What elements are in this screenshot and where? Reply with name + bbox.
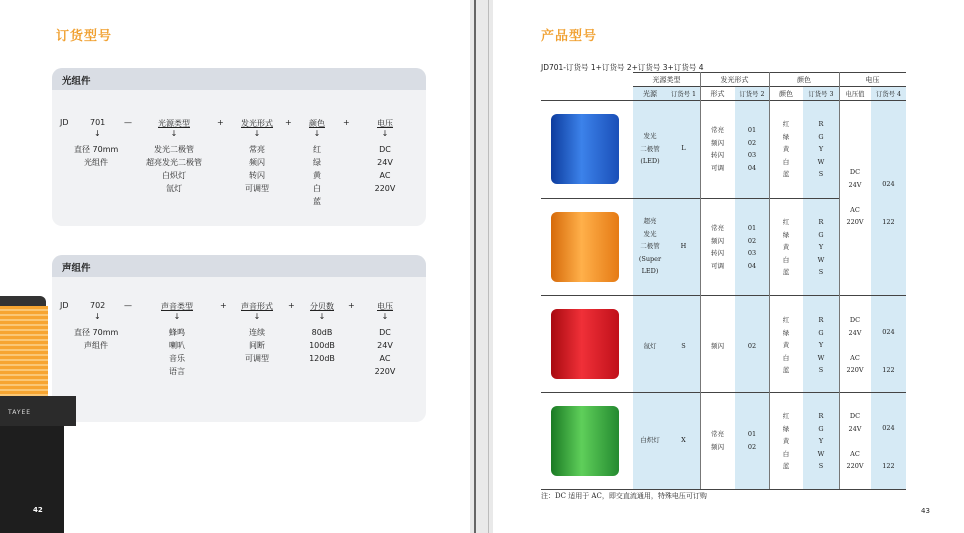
sound-type-list (147, 326, 207, 378)
tower-cap (0, 296, 46, 306)
list-item: 语言 (169, 367, 185, 376)
group-header: 光源类型 (652, 76, 681, 84)
code2-cell: 01 02 03 04 (747, 224, 757, 270)
desc-line: 光组件 (84, 158, 108, 167)
arrow: ↓ (381, 312, 389, 321)
color-cell: 红 绿 黄 白 蓝 (782, 120, 790, 178)
list-item: 可调型 (245, 354, 269, 363)
plus: + (343, 118, 350, 127)
column-head: 颜色 (309, 119, 325, 128)
source-cell: 发光 二极管 (LED) (640, 132, 660, 165)
part-number-formula: JD701-订货号 1+订货号 2+订货号 3+订货号 4 (541, 63, 704, 72)
column-head: 电压 (377, 302, 393, 311)
color-cell: 红 绿 黄 白 蓝 (782, 316, 790, 374)
page-number: 43 (921, 507, 930, 515)
list-item: 120dB (309, 354, 335, 363)
section-title-order: 订货型号 (56, 29, 113, 44)
tower-light-orange (0, 306, 48, 396)
arrow: ↓ (318, 312, 326, 321)
sub-header: 订货号 2 (739, 91, 765, 98)
lamp-image-blue (551, 114, 619, 184)
list-item: 转闪 (249, 171, 265, 180)
list-item: 间断 (249, 341, 265, 350)
list-item: 100dB (309, 341, 335, 350)
code1-cell: S (681, 342, 686, 350)
arrow: ↓ (253, 129, 261, 138)
code4-cell: 024 122 (882, 180, 895, 226)
arrow: ↓ (170, 129, 178, 138)
light-module-spec (52, 68, 426, 226)
source-cell: 氙灯 (643, 342, 657, 350)
sub-header: 订货号 4 (876, 91, 901, 98)
list-item: AC (379, 171, 391, 180)
list-item: 红 (313, 145, 321, 154)
list-item: 音乐 (169, 354, 185, 363)
code3-cell: R G Y W S (817, 412, 825, 470)
code: 701 (90, 118, 106, 127)
list-item: 绿 (313, 158, 321, 167)
list-item: 白 (313, 184, 321, 193)
card-header: 声组件 (52, 255, 426, 277)
form-cell: 常亮 频闪 (711, 430, 724, 451)
signal-tower-image (0, 296, 76, 533)
list-item: 蓝 (313, 197, 321, 206)
dash: — (124, 118, 132, 127)
list-item: 可调型 (245, 184, 269, 193)
table-rule (541, 489, 906, 490)
column-head: 发光形式 (241, 119, 273, 128)
list-item: 黄 (313, 171, 321, 180)
arrow: ↓ (94, 129, 101, 138)
desc-line: 直径 70mm (74, 145, 119, 154)
plus: + (220, 301, 227, 310)
code2-cell: 01 02 03 04 (747, 126, 757, 172)
prefix: JD (60, 118, 69, 127)
lamp-image-green (551, 406, 619, 476)
sub-header: 形式 (710, 90, 725, 98)
group-header: 颜色 (797, 76, 811, 84)
code2-cell: 02 (747, 342, 757, 350)
sound-form-list (232, 326, 282, 365)
section-title-product: 产品型号 (541, 29, 598, 44)
page-edge (488, 0, 489, 533)
table-rule (541, 392, 906, 393)
sub-header: 光源 (643, 90, 657, 98)
column-head: 声音形式 (241, 302, 273, 311)
plus: + (217, 118, 224, 127)
desc-line: 声组件 (84, 341, 108, 350)
arrow: ↓ (253, 312, 261, 321)
page-number: 42 (33, 506, 43, 514)
list-item: 氙灯 (166, 184, 182, 193)
form-cell: 频闪 (711, 342, 724, 350)
card-header: 光组件 (52, 68, 426, 90)
form-cell: 常亮 频闪 转闪 可调 (711, 224, 724, 270)
lamp-image-orange (551, 212, 619, 282)
source-cell: 超亮 发光 二极管 (Super LED) (638, 217, 662, 275)
list-item: 发光二极管 (154, 145, 194, 154)
source-list (134, 143, 214, 195)
list-item: 白炽灯 (162, 171, 186, 180)
voltage-cell: DC 24V AC 220V (846, 168, 864, 226)
table-rule (541, 198, 839, 199)
list-item: 24V (377, 341, 393, 350)
decibel-list (302, 326, 342, 365)
group-header: 电压 (865, 76, 880, 84)
source-cell: 白炽灯 (640, 436, 660, 444)
arrow: ↓ (94, 312, 101, 321)
plus: + (348, 301, 355, 310)
code4-cell: 024 122 (882, 424, 895, 470)
list-item: 220V (374, 184, 396, 193)
form-list (232, 143, 282, 195)
voltage-list (365, 143, 405, 195)
column-head: 分贝数 (310, 302, 334, 311)
column-head: 电压 (377, 119, 393, 128)
color-list (302, 143, 332, 208)
sub-header: 颜色 (779, 90, 793, 98)
list-item: DC (379, 328, 391, 337)
arrow: ↓ (173, 312, 181, 321)
code1-cell: X (681, 436, 686, 444)
tower-post (0, 426, 64, 533)
table-rule (541, 100, 906, 101)
voltage-list (365, 326, 405, 378)
list-item: 连续 (249, 328, 265, 337)
list-item: DC (379, 145, 391, 154)
list-item: 24V (377, 158, 393, 167)
lamp-image-red (551, 309, 619, 379)
list-item: 喇叭 (169, 341, 185, 350)
code: 702 (90, 301, 106, 310)
form-cell: 常亮 频闪 转闪 可调 (711, 126, 724, 172)
dash: — (124, 301, 132, 310)
plus: + (285, 118, 292, 127)
voltage-cell: DC 24V AC 220V (846, 316, 864, 374)
column-head: 光源类型 (158, 119, 190, 128)
list-item: 超亮发光二极管 (146, 158, 202, 167)
code3-cell: R G Y W S (817, 218, 825, 276)
color-cell: 红 绿 黄 白 蓝 (782, 218, 790, 276)
brand-logo: TAYEE (8, 409, 32, 416)
group-header: 发光形式 (720, 76, 749, 84)
desc-line: 直径 70mm (74, 328, 119, 337)
list-item: 频闪 (249, 158, 265, 167)
code1-cell: L (681, 144, 686, 152)
prefix: JD (60, 301, 69, 310)
plus: + (288, 301, 295, 310)
table-rule (541, 295, 906, 296)
footnote: 注：DC 适用于 AC，即交直流通用，特殊电压可订购 (541, 492, 707, 500)
code2-cell: 01 02 (747, 430, 757, 451)
list-item: AC (379, 354, 391, 363)
list-item: 常亮 (249, 145, 265, 154)
sound-module-spec (52, 255, 426, 422)
sub-header: 订货号 1 (671, 91, 696, 98)
color-cell: 红 绿 黄 白 蓝 (782, 412, 790, 470)
code1-cell: H (680, 242, 687, 250)
column-head: 声音类型 (161, 302, 193, 311)
sub-header: 订货号 3 (808, 91, 834, 98)
code3-cell: R G Y W S (817, 120, 825, 178)
arrow: ↓ (313, 129, 321, 138)
page-edge (474, 0, 476, 533)
list-item: 蜂鸣 (169, 328, 185, 337)
sub-header: 电压值 (845, 91, 865, 98)
code4-cell: 024 122 (882, 328, 895, 374)
code3-cell: R G Y W S (817, 316, 825, 374)
arrow: ↓ (381, 129, 389, 138)
voltage-cell: DC 24V AC 220V (846, 412, 864, 470)
list-item: 80dB (311, 328, 333, 337)
list-item: 220V (374, 367, 396, 376)
